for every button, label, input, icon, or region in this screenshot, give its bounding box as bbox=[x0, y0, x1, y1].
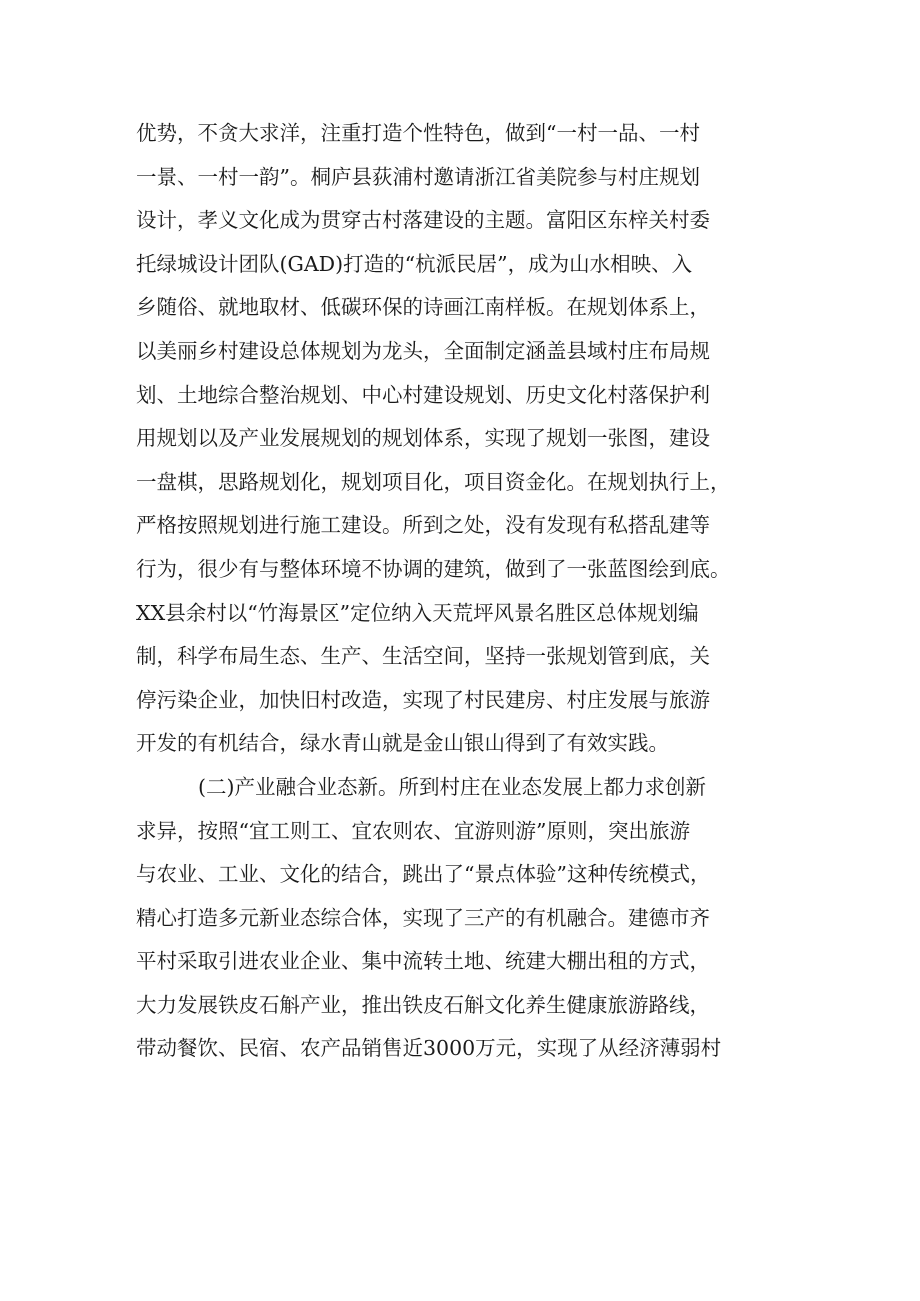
text-line: 制，科学布局生态、生产、生活空间，坚持一张规划管到底，关 bbox=[136, 644, 710, 669]
text-line: 行为，很少有与整体环境不协调的建筑，做到了一张蓝图绘到底。 bbox=[136, 556, 731, 581]
text-line: 求异，按照“宜工则工、宜农则农、宜游则游”原则，突出旅游 bbox=[136, 818, 690, 843]
text-line: 与农业、工业、文化的结合，跳出了“景点体验”这种传统模式， bbox=[136, 862, 711, 887]
text-line: 严格按照规划进行施工建设。所到之处，没有发现有私搭乱建等 bbox=[136, 513, 710, 538]
text-line: 停污染企业，加快旧村改造，实现了村民建房、村庄发展与旅游 bbox=[136, 687, 710, 712]
text-line: 带动餐饮、民宿、农产品销售近3000万元，实现了从经济薄弱村 bbox=[136, 1036, 722, 1061]
text-line: 开发的有机结合，绿水青山就是金山银山得到了有效实践。 bbox=[136, 731, 669, 756]
text-line: 优势，不贪大求洋，注重打造个性特色，做到“一村一品、一村 bbox=[136, 121, 700, 145]
text-line: XX县余村以“竹海景区”定位纳入天荒坪风景名胜区总体规划编 bbox=[136, 600, 699, 625]
text-line: 平村采取引进农业企业、集中流转土地、统建大棚出租的方式， bbox=[136, 949, 710, 974]
text-line: 精心打造多元新业态综合体，实现了三产的有机融合。建德市齐 bbox=[136, 905, 710, 930]
text-line: 划、土地综合整治规划、中心村建设规划、历史文化村落保护利 bbox=[136, 382, 710, 407]
section-heading-line: (二)产业融合业态新。所到村庄在业态发展上都力求创新 bbox=[198, 774, 706, 799]
text-line: 用规划以及产业发展规划的规划体系，实现了规划一张图，建设 bbox=[136, 426, 710, 451]
text-line: 乡随俗、就地取材、低碳环保的诗画江南样板。在规划体系上， bbox=[136, 295, 710, 320]
text-line: 一景、一村一韵”。桐庐县荻浦村邀请浙江省美院参与村庄规划 bbox=[136, 164, 700, 189]
text-line: 托绿城设计团队(GAD)打造的“杭派民居”，成为山水相映、入 bbox=[136, 251, 693, 276]
text-line: 以美丽乡村建设总体规划为龙头，全面制定涵盖县域村庄布局规 bbox=[136, 338, 710, 363]
text-line: 大力发展铁皮石斛产业，推出铁皮石斛文化养生健康旅游路线， bbox=[136, 992, 710, 1017]
text-line: 一盘棋，思路规划化，规划项目化，项目资金化。在规划执行上， bbox=[136, 469, 731, 494]
body-text bbox=[136, 112, 796, 1071]
text-line: 设计，孝义文化成为贯穿古村落建设的主题。富阳区东梓关村委 bbox=[136, 208, 710, 233]
